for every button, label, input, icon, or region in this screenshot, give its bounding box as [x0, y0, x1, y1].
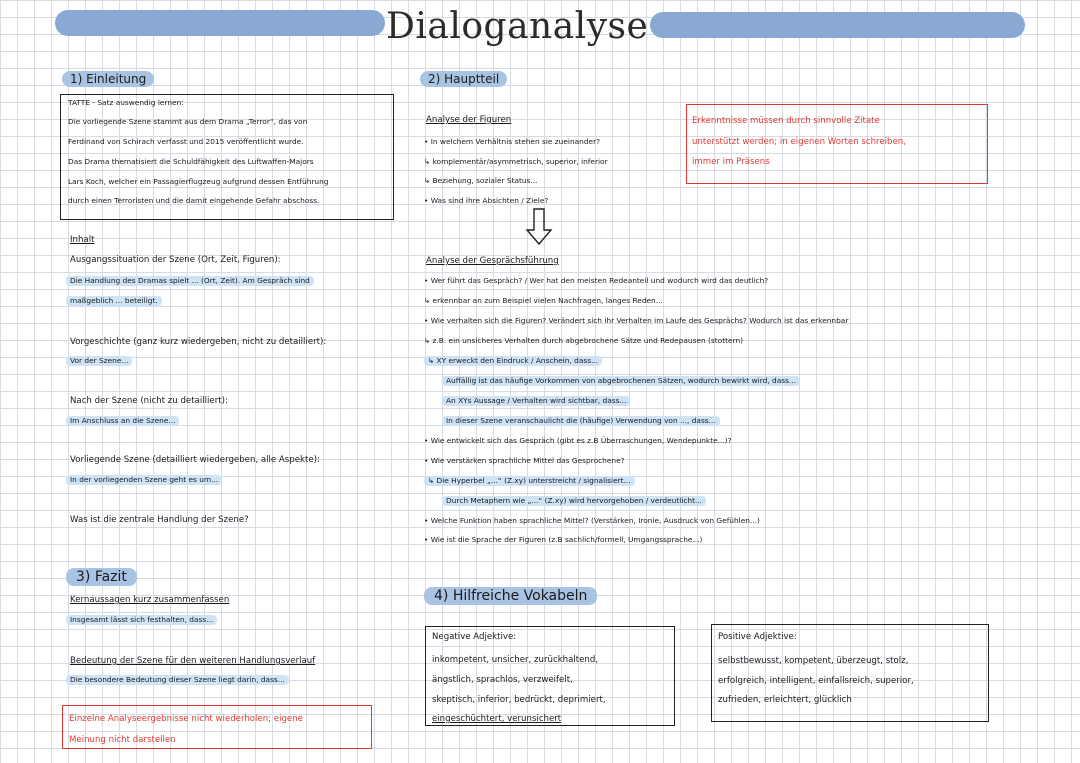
- hauptteil-note-line: Erkenntnisse müssen durch sinnvolle Zitate: [692, 116, 880, 126]
- vorliegend-question: Vorliegende Szene (detailliert wiedergeben, alle Aspekte):: [70, 455, 320, 465]
- page-title: Dialoganalyse: [386, 6, 649, 47]
- gespraech-heading: Analyse der Gesprächsführung: [426, 256, 559, 266]
- figuren-line: • In welchem Verhältnis stehen sie zueinander?: [424, 137, 601, 146]
- title-banner-left: [55, 10, 385, 36]
- ausgang-answer-2: maßgeblich ... beteiligt.: [66, 296, 162, 306]
- section-heading-einleitung: 1) Einleitung: [62, 71, 154, 87]
- negative-adjective-line: skeptisch, inferior, bedrückt, deprimiert,: [432, 695, 606, 705]
- figuren-line: ↳ komplementär/asymmetrisch, superior, inferior: [424, 157, 608, 166]
- ausgang-answer-1: Die Handlung des Dramas spielt ... (Ort, Zeit). Am Gespräch sind: [66, 276, 314, 286]
- hauptteil-note-line: immer im Präsens: [692, 157, 770, 167]
- bedeutung-question: Bedeutung der Szene für den weiteren Handlungsverlauf: [70, 656, 316, 666]
- vorgeschichte-question: Vorgeschichte (ganz kurz wiedergeben, nicht zu detailliert):: [70, 337, 327, 347]
- gespraech-line: • Wie verhalten sich die Figuren? Verändert sich ihr Verhalten im Laufe des Gesprächs? Wodurch ist das erkennbar: [424, 316, 849, 325]
- figuren-line: ↳ Beziehung, sozialer Status...: [424, 176, 538, 185]
- gespraech-line: ↳ z.B. ein unsicheres Verhalten durch abgebrochene Sätze und Redepausen (stottern): [424, 336, 744, 345]
- section-heading-hauptteil: 2) Hauptteil: [420, 71, 507, 87]
- negative-adjective-line: eingeschüchtert, verunsichert: [432, 714, 562, 724]
- section-heading-fazit: 3) Fazit: [66, 568, 137, 586]
- title-banner-right: [650, 12, 1025, 38]
- tatte-line: Lars Koch, welcher ein Passagierflugzeug aufgrund dessen Entführung: [68, 177, 329, 186]
- gespraech-line: • Welche Funktion haben sprachliche Mittel? (Verstärken, Ironie, Ausdruck von Gefühlen...): [424, 516, 760, 525]
- positive-adjective-line: selbstbewusst, kompetent, überzeugt, stolz,: [718, 656, 909, 666]
- gespraech-line: ↳ Die Hyperbel „...“ (Z.xy) unterstreicht / signalisiert...: [424, 476, 635, 486]
- nach-answer: Im Anschluss an die Szene...: [66, 416, 179, 426]
- vorgeschichte-answer: Vor der Szene...: [66, 356, 132, 366]
- fazit-note-line: Einzelne Analyseergebnisse nicht wiederholen; eigene: [69, 714, 303, 724]
- tatte-line: Die vorliegende Szene stammt aus dem Drama „Terror“, das von: [68, 117, 308, 126]
- positive-adjective-line: erfolgreich, intelligent, einfallsreich, superior,: [718, 676, 914, 686]
- negative-adjectives-title: Negative Adjektive:: [432, 632, 517, 642]
- tatte-line: TATTE - Satz auswendig lernen:: [68, 98, 184, 107]
- vorliegend-answer: In der vorliegenden Szene geht es um...: [66, 475, 222, 485]
- kernaussagen-question: Kernaussagen kurz zusammenfassen: [70, 595, 230, 605]
- negative-adjective-line: ängstlich, sprachlos, verzweifelt,: [432, 675, 573, 685]
- down-arrow-icon: [525, 208, 553, 246]
- gespraech-line: • Wie ist die Sprache der Figuren (z.B sachlich/formell, Umgangssprache...): [424, 535, 703, 544]
- gespraech-line: An XYs Aussage / Verhalten wird sichtbar, dass...: [442, 396, 630, 406]
- inhalt-heading: Inhalt: [70, 235, 95, 245]
- zentral-question: Was ist die zentrale Handlung der Szene?: [70, 515, 249, 525]
- tatte-line: Das Drama thematisiert die Schuldfähigkeit des Luftwaffen-Majors: [68, 157, 314, 166]
- figuren-heading: Analyse der Figuren: [426, 115, 512, 125]
- section-heading-vokabeln: 4) Hilfreiche Vokabeln: [424, 587, 597, 605]
- kernaussagen-answer: Insgesamt lässt sich festhalten, dass...: [66, 615, 217, 625]
- gespraech-line: Auffällig ist das häufige Vorkommen von abgebrochenen Sätzen, wodurch bewirkt wird, dass...: [442, 376, 800, 386]
- gespraech-line: ↳ XY erweckt den Eindruck / Anschein, dass...: [424, 356, 602, 366]
- gespraech-line: In dieser Szene veranschaulicht die (häufige) Verwendung von ..., dass...: [442, 416, 720, 426]
- fazit-note-line: Meinung nicht darstellen: [69, 735, 176, 745]
- gespraech-line: • Wie verstärken sprachliche Mittel das Gesprochene?: [424, 456, 625, 465]
- tatte-line: Ferdinand von Schirach verfasst und 2015 veröffentlicht wurde.: [68, 137, 304, 146]
- positive-adjective-line: zufrieden, erleichtert, glücklich: [718, 695, 852, 705]
- figuren-line: • Was sind ihre Absichten / Ziele?: [424, 196, 549, 205]
- hauptteil-note-line: unterstützt werden; in eigenen Worten schreiben,: [692, 137, 906, 147]
- gespraech-line: ↳ erkennbar an zum Beispiel vielen Nachfragen, langes Reden...: [424, 296, 663, 305]
- nach-question: Nach der Szene (nicht zu detailliert):: [70, 396, 228, 406]
- bedeutung-answer: Die besondere Bedeutung dieser Szene liegt darin, dass...: [66, 675, 289, 685]
- gespraech-line: • Wer führt das Gespräch? / Wer hat den meisten Redeanteil und wodurch wird das deutlich?: [424, 276, 769, 285]
- gespraech-line: • Wie entwickelt sich das Gespräch (gibt es z.B Überraschungen, Wendepunkte...)?: [424, 436, 732, 445]
- tatte-line: durch einen Terroristen und die damit eingehende Gefahr abschoss.: [68, 196, 320, 205]
- positive-adjectives-title: Positive Adjektive:: [718, 632, 797, 642]
- gespraech-line: Durch Metaphern wie „...“ (Z.xy) wird hervorgehoben / verdeutlicht...: [442, 496, 706, 506]
- negative-adjective-line: inkompetent, unsicher, zurückhaltend,: [432, 655, 599, 665]
- ausgang-question: Ausgangssituation der Szene (Ort, Zeit, Figuren):: [70, 255, 281, 265]
